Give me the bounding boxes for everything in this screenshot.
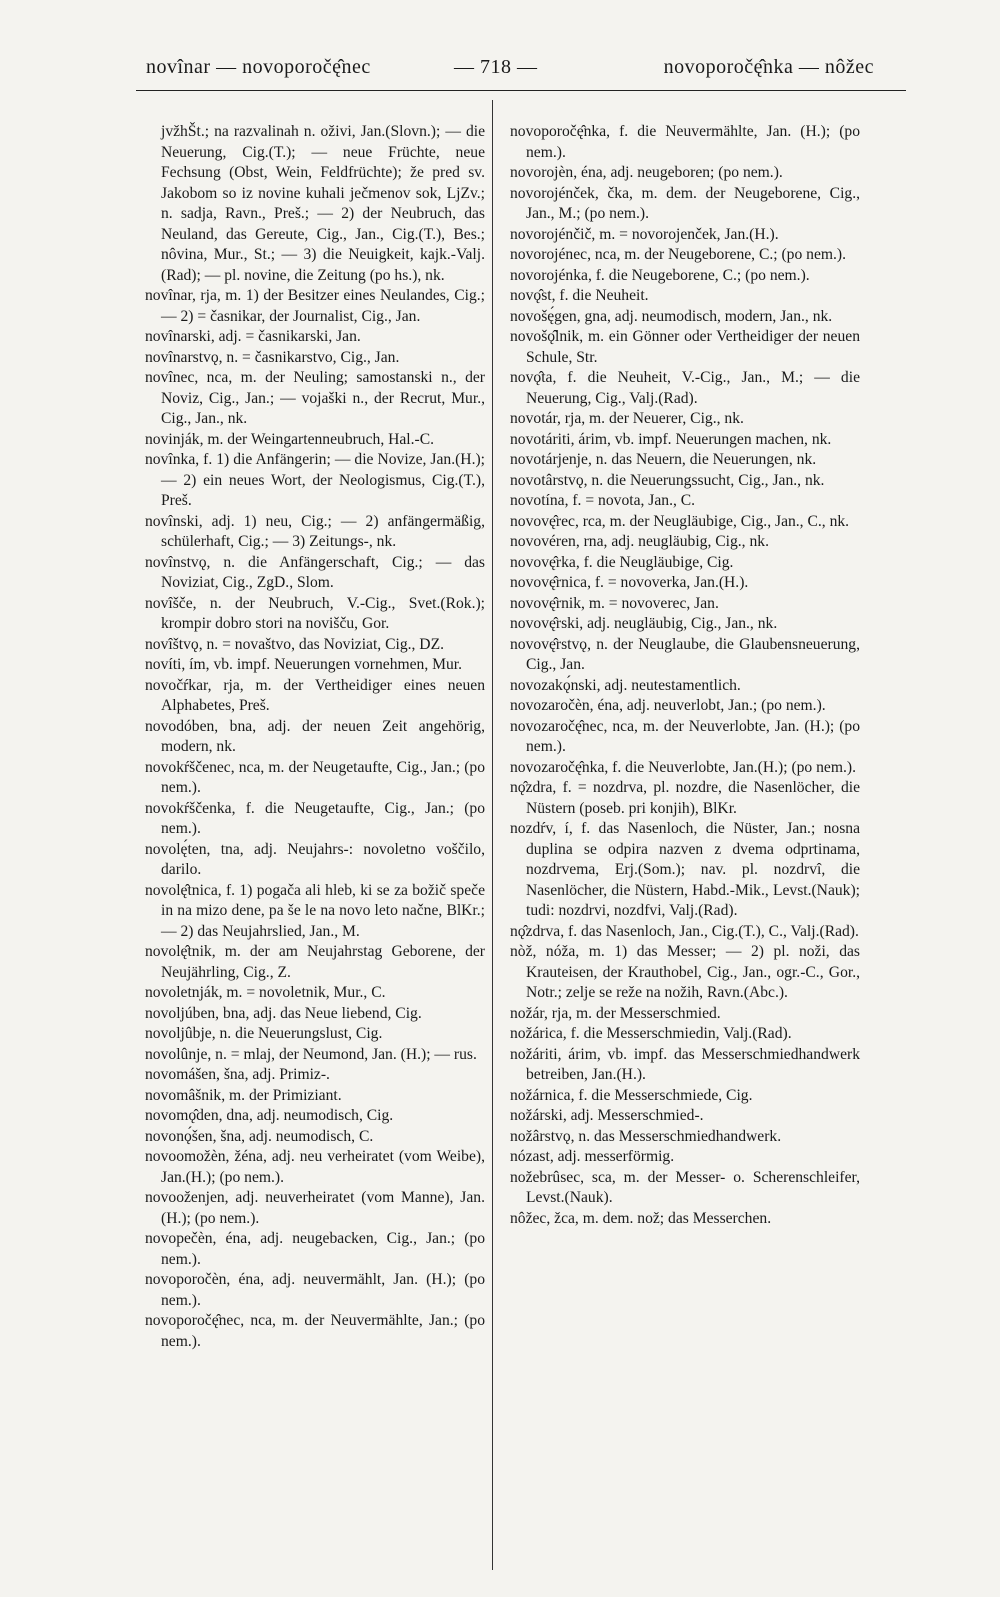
dictionary-entry: jvžhŠt.; na razvalinah n. oživi, Jan.(Slovn.); — die Neuerung, Cig.(T.); — neue Früchte, neue Fechsung (Obst, Wein, Feldfrüchte); že pred sv. Jakobom so iz novine kuhali ječmenov sok, LjZv.; n. sadja, Ravn., Preš.; — 2) der Neubruch, das Neuland, das Gereute, Cig., Jan., Cig.(T.), Bes.; nôvina, Mur., St.; — 3) die Neuigkeit, kajk.-Valj. (Rad); — pl. novine, die Zeitung (po hs.), nk. [161, 123, 485, 284]
column-divider [492, 100, 493, 1570]
dictionary-entry: novolę̂tnik, m. der am Neujahrstag Geborene, der Neujährling, Cig., Z. [145, 943, 485, 981]
dictionary-entry: novǫ̂st, f. die Neuheit. [510, 287, 649, 304]
dictionary-entry: nožár, rja, m. der Messerschmied. [510, 1004, 721, 1022]
right-column [510, 122, 860, 1229]
dictionary-entry: novoporočę̂nec, nca, m. der Neuvermählte, Jan.; (po nem.). [145, 1312, 485, 1350]
dictionary-entry: novinják, m. der Weingartenneubruch, Hal.-C. [145, 430, 435, 448]
dictionary-entry: novoletnják, m. = novoletnik, Mur., C. [145, 984, 386, 1001]
dictionary-entry: nǫ̂zdrva, f. das Nasenloch, Jan., Cig.(T.), C., Valj.(Rad). [510, 922, 859, 940]
dictionary-entry: novotáriti, árim, vb. impf. Neuerungen machen, nk. [510, 430, 832, 448]
dictionary-entry: novokŕščenka, f. die Neugetaufte, Cig., Jan.; (po nem.). [145, 799, 485, 837]
dictionary-entry: novotárjenje, n. das Neuern, die Neuerungen, nk. [510, 451, 817, 468]
running-head-right: novoporočę̂nka — nôžec [663, 56, 874, 78]
dictionary-entry: novînec, nca, m. der Neuling; samostanski n., der Noviz, Cig., Jan.; — vojaški n., der Recrut, Mur., Cig., Jan., nk. [145, 369, 485, 427]
dictionary-entry: novoomožèn, žéna, adj. neu verheiratet (vom Weibe), Jan.(H.); (po nem.). [145, 1148, 485, 1186]
dictionary-entry: novîštvǫ, n. = novaštvo, das Noviziat, Cig., DZ. [145, 635, 444, 653]
dictionary-entry: novînarstvǫ, n. = časnikarstvo, Cig., Jan. [145, 348, 400, 366]
dictionary-entry: novoljúben, bna, adj. das Neue liebend, Cig. [145, 1004, 422, 1022]
dictionary-entry: novonǫ́šen, šna, adj. neumodisch, C. [145, 1127, 374, 1145]
dictionary-entry: nǫ̂zdra, f. = nozdrva, pl. nozdre, die Nasenlöcher, die Nüstern (poseb. pri konjih), BlKr. [510, 779, 860, 817]
dictionary-entry: novînski, adj. 1) neu, Cig.; — 2) anfängermäßig, schülerhaft, Cig.; — 3) Zeitungs-, nk. [145, 512, 485, 550]
dictionary-entry: novotína, f. = novota, Jan., C. [510, 492, 696, 509]
dictionary-entry: nozdŕv, í, f. das Nasenloch, die Nüster, Jan.; nosna duplina se odpira nazven z dvema odprtinama, nozdrvema, Erj.(Som.); nav. pl. nozdrvî, die Nasenlöcher, die Nüstern, Habd.-Mik., Levst.(Nauk); tudi: nozdrvi, nozdfvi, Valj.(Rad). [510, 820, 860, 919]
dictionary-entry: novolę́ten, tna, adj. Neujahrs-: novoletno voščilo, darilo. [145, 840, 485, 878]
dictionary-entry: novovéren, rna, adj. neugläubig, Cig., nk. [510, 533, 769, 550]
dictionary-entry: novînka, f. 1) die Anfängerin; — die Novize, Jan.(H.); — 2) ein neues Wort, der Neologismus, Cig.(T.), Preš. [145, 451, 485, 509]
dictionary-entry: novíti, ím, vb. impf. Neuerungen vornehmen, Mur. [145, 656, 463, 673]
dictionary-entry: nožárski, adj. Messerschmied-. [510, 1107, 704, 1124]
running-head-left: novînar — novoporočę̂nec [146, 56, 371, 78]
dictionary-entry: novorojèn, éna, adj. neugeboren; (po nem.). [510, 164, 783, 181]
dictionary-entry: nožebrûsec, sca, m. der Messer- o. Scherenschleifer, Levst.(Nauk). [510, 1168, 860, 1206]
dictionary-entry: novozaročèn, éna, adj. neuverlobt, Jan.; (po nem.). [510, 697, 826, 714]
dictionary-entry: novînstvǫ, n. die Anfängerschaft, Cig.; — das Noviziat, Cig., ZgD., Slom. [145, 553, 485, 591]
dictionary-entry: novovę̂rnik, m. = novoverec, Jan. [510, 594, 719, 612]
dictionary-entry: novotârstvǫ, n. die Neuerungssucht, Cig., Jan., nk. [510, 471, 825, 489]
dictionary-entry: nôžec, žca, m. dem. nož; das Messerchen. [510, 1209, 772, 1227]
dictionary-entry: novorojénec, nca, m. der Neugeborene, C.; (po nem.). [510, 246, 847, 263]
dictionary-entry: novomǫ̂den, dna, adj. neumodisch, Cig. [145, 1107, 394, 1124]
dictionary-entry: novorojénka, f. die Neugeborene, C.; (po nem.). [510, 266, 810, 284]
dictionary-entry: novîšče, n. der Neubruch, V.-Cig., Svet.(Rok.); krompir dobro stori na novišču, Gor. [145, 594, 485, 632]
dictionary-entry: novoporočèn, éna, adj. neuvermählt, Jan. (H.); (po nem.). [145, 1271, 485, 1309]
left-column [145, 122, 485, 1352]
dictionary-entry: novorojénček, čka, m. dem. der Neugeborene, Cig., Jan., M.; (po nem.). [510, 184, 860, 222]
dictionary-entry: novolę̂tnica, f. 1) pogača ali hleb, ki se za božič speče in na mizo dene, pa še le na novo leto načne, BlKr.; — 2) das Neujahrslied, Jan., M. [145, 881, 485, 940]
dictionary-entry: novorojénčič, m. = novorojenček, Jan.(H.). [510, 225, 779, 243]
dictionary-entry: novovę̂rnica, f. = novoverka, Jan.(H.). [510, 574, 749, 591]
page-number: — 718 — [454, 56, 538, 78]
dictionary-entry: nózast, adj. messerförmig. [510, 1148, 675, 1165]
header-rule [136, 90, 906, 91]
dictionary-entry: novozaročę̂nec, nca, m. der Neuverlobte, Jan. (H.); (po nem.). [510, 717, 860, 755]
dictionary-entry: novooženjen, adj. neuverheiratet (vom Manne), Jan.(H.); (po nem.). [145, 1189, 485, 1227]
dictionary-entry: novoporočę̂nka, f. die Neuvermählte, Jan. (H.); (po nem.). [510, 123, 860, 161]
dictionary-entry: nožárica, f. die Messerschmiedin, Valj.(Rad). [510, 1025, 792, 1042]
dictionary-entry: nòž, nóža, m. 1) das Messer; — 2) pl. noži, das Krauteisen, der Krauthobel, Cig., Jan., ogr.-C., Gor., Notr.; zelje se reže na nožih, Ravn.(Abc.). [510, 943, 860, 1001]
dictionary-entry: novoljûbje, n. die Neuerungslust, Cig. [145, 1025, 383, 1042]
dictionary-entry: nožârstvǫ, n. das Messerschmiedhandwerk. [510, 1127, 782, 1145]
dictionary-entry: novînar, rja, m. 1) der Besitzer eines Neulandes, Cig.; — 2) = časnikar, der Journalist, Cig., Jan. [145, 287, 485, 325]
dictionary-entry: novošę́gen, gna, adj. neumodisch, modern, Jan., nk. [510, 307, 833, 325]
dictionary-entry: novokŕščenec, nca, m. der Neugetaufte, Cig., Jan.; (po nem.). [145, 758, 485, 796]
dictionary-entry: nožárnica, f. die Messerschmiede, Cig. [510, 1086, 753, 1104]
dictionary-entry: novomâšnik, m. der Primiziant. [145, 1086, 342, 1104]
dictionary-entry: novošǫ̂lnik, m. ein Gönner oder Vertheidiger der neuen Schule, Str. [510, 328, 860, 366]
dictionary-entry: novomášen, šna, adj. Primiz-. [145, 1066, 330, 1083]
dictionary-entry: novočŕkar, rja, m. der Vertheidiger eines neuen Alphabetes, Preš. [145, 676, 485, 714]
dictionary-entry: novovę̂rstvǫ, n. der Neuglaube, die Glaubensneuerung, Cig., Jan. [510, 635, 860, 673]
dictionary-entry: novopečèn, éna, adj. neugebacken, Cig., Jan.; (po nem.). [145, 1230, 485, 1268]
dictionary-entry: novozakǫ́nski, adj. neutestamentlich. [510, 676, 741, 694]
dictionary-entry: novǫ̂ta, f. die Neuheit, V.-Cig., Jan., M.; — die Neuerung, Cig., Valj.(Rad). [510, 369, 860, 407]
running-head [136, 56, 896, 86]
dictionary-entry: novotár, rja, m. der Neuerer, Cig., nk. [510, 410, 744, 427]
dictionary-entry: nožáriti, árim, vb. impf. das Messerschmiedhandwerk betreiben, Jan.(H.). [510, 1045, 860, 1083]
dictionary-entry: novozaročę̂nka, f. die Neuverlobte, Jan.(H.); (po nem.). [510, 758, 856, 776]
dictionary-entry: novodóben, bna, adj. der neuen Zeit angehörig, modern, nk. [145, 717, 485, 755]
dictionary-entry: novolûnje, n. = mlaj, der Neumond, Jan. (H.); — rus. [145, 1045, 477, 1063]
dictionary-entry: novînarski, adj. = časnikarski, Jan. [145, 328, 361, 345]
dictionary-entry: novovę̂rec, rca, m. der Neugläubige, Cig., Jan., C., nk. [510, 512, 850, 530]
dictionary-entry: novovę̂rka, f. die Neugläubige, Cig. [510, 553, 734, 571]
dictionary-entry: novovę̂rski, adj. neugläubig, Cig., Jan., nk. [510, 615, 778, 632]
